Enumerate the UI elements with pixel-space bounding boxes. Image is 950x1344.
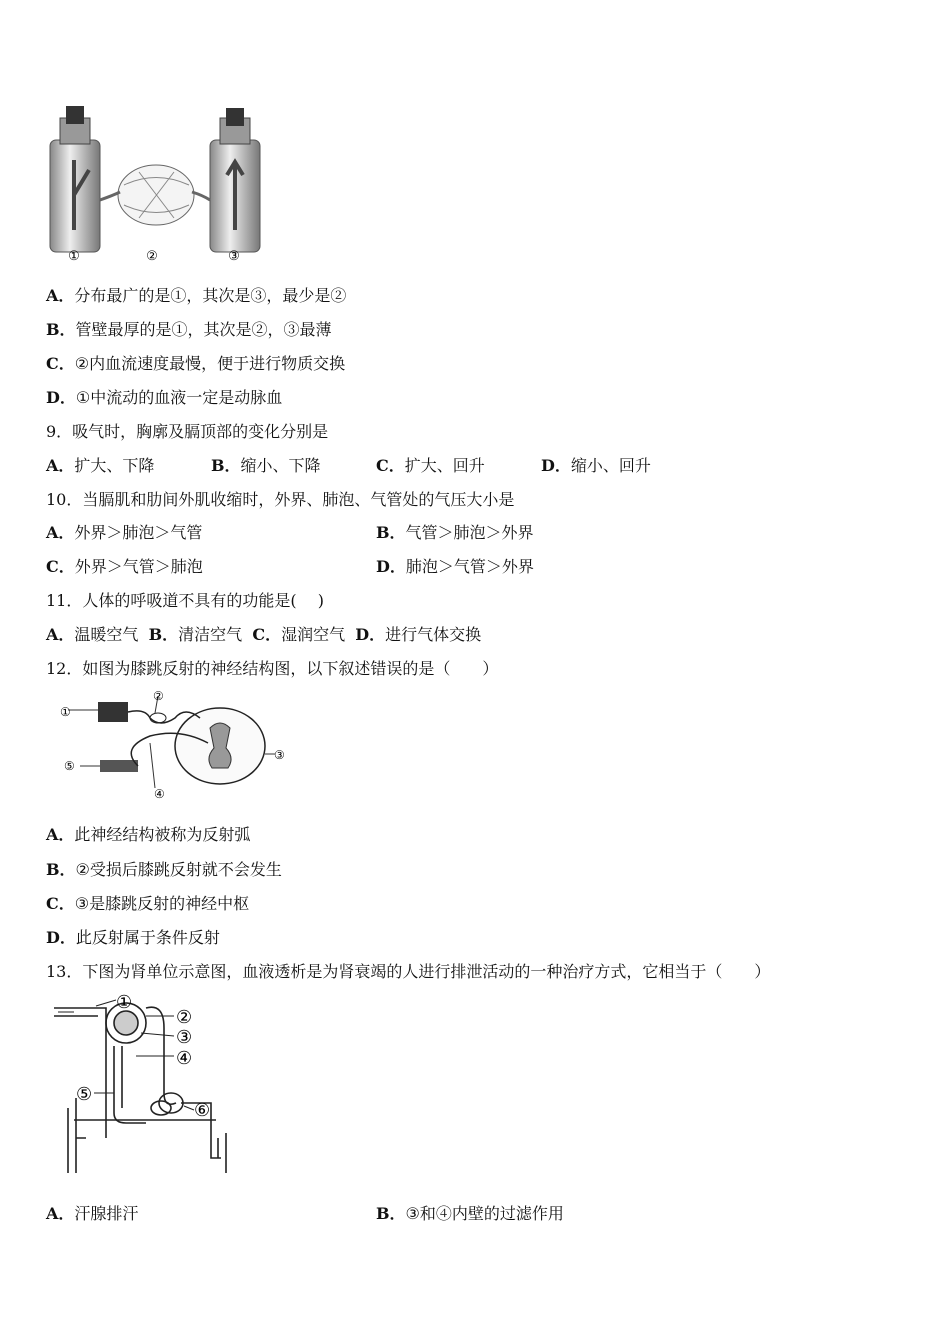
option-letter: B． <box>376 523 406 542</box>
figure-label: ② <box>146 249 158 264</box>
question-10-stem: 10．当膈肌和肋间外肌收缩时，外界、肺泡、气管处的气压大小是 <box>46 490 515 509</box>
option-letter: C． <box>46 894 75 913</box>
option-text: 外界＞肺泡＞气管 <box>74 523 203 542</box>
option-text: 进行气体交换 <box>385 625 482 644</box>
option-text: 此反射属于条件反射 <box>75 928 220 947</box>
option-text: 缩小、下降 <box>240 456 321 475</box>
option-c[interactable] <box>46 354 345 374</box>
nephron-figure <box>46 988 246 1176</box>
figure-label: ④ <box>154 787 165 801</box>
option-text: 气管＞肺泡＞外界 <box>405 523 534 542</box>
q12-option-c[interactable] <box>46 894 249 914</box>
q12-option-a[interactable] <box>46 825 250 845</box>
option-text: 此神经结构被称为反射弧 <box>74 825 251 844</box>
figure-label: ① <box>116 992 133 1013</box>
option-text: ②内血流速度最慢，便于进行物质交换 <box>74 354 346 373</box>
option-text: 扩大、下降 <box>74 456 155 475</box>
q11-option-a[interactable] <box>46 625 138 644</box>
option-text: 肺泡＞气管＞外界 <box>405 557 534 576</box>
figure-label: ⑤ <box>64 759 75 773</box>
option-letter: A． <box>46 1204 75 1223</box>
option-text: ①中流动的血液一定是动脉血 <box>75 388 283 407</box>
option-text: 温暖空气 <box>74 625 139 644</box>
figure-label: ③ <box>176 1027 193 1048</box>
question-13-stem: 13．下图为肾单位示意图，血液透析是为肾衰竭的人进行排泄活动的一种治疗方式，它相当于（ ） <box>46 962 771 981</box>
q11-options <box>46 625 481 645</box>
option-text: ②受损后膝跳反射就不会发生 <box>75 860 282 879</box>
option-letter: B． <box>46 320 76 339</box>
option-text: 管壁最厚的是①，其次是②，③最薄 <box>75 320 332 339</box>
option-text: ③和④内壁的过滤作用 <box>405 1204 564 1223</box>
option-letter: A． <box>46 625 75 644</box>
option-letter: B． <box>211 456 241 475</box>
q10-option-d[interactable] <box>376 557 534 577</box>
question-12-stem: 12．如图为膝跳反射的神经结构图，以下叙述错误的是（ ） <box>46 659 499 678</box>
option-letter: B． <box>46 860 76 879</box>
option-letter: C． <box>376 456 405 475</box>
option-text: 清洁空气 <box>178 625 243 644</box>
option-letter: B． <box>148 625 179 644</box>
option-text: 湿润空气 <box>281 625 346 644</box>
q12-option-d[interactable] <box>46 928 220 948</box>
q12-option-b[interactable] <box>46 860 282 880</box>
q13-option-a[interactable] <box>46 1204 138 1224</box>
figure-label: ② <box>176 1007 193 1028</box>
figure-label: ③ <box>274 748 285 762</box>
figure-label: ④ <box>176 1048 193 1069</box>
q10-option-a[interactable] <box>46 523 202 543</box>
option-b[interactable] <box>46 320 332 340</box>
option-letter: A． <box>46 523 75 542</box>
option-letter: C． <box>46 354 75 373</box>
q9-option-a[interactable] <box>46 456 154 476</box>
option-d[interactable] <box>46 388 282 408</box>
q10-option-c[interactable] <box>46 557 203 577</box>
q9-option-b[interactable] <box>211 456 321 476</box>
q11-option-b[interactable] <box>149 625 243 644</box>
option-text: 缩小、回升 <box>570 456 651 475</box>
option-text: 外界＞气管＞肺泡 <box>74 557 203 576</box>
option-letter: A． <box>46 286 75 305</box>
option-letter: A． <box>46 456 75 475</box>
option-text: ③是膝跳反射的神经中枢 <box>74 894 250 913</box>
option-letter: C． <box>252 625 282 644</box>
option-letter: A． <box>46 825 75 844</box>
question-11-stem: 11．人体的呼吸道不具有的功能是( ) <box>46 591 324 610</box>
figure-label: ② <box>153 689 164 703</box>
question-9-stem: 9．吸气时，胸廓及膈顶部的变化分别是 <box>46 422 329 441</box>
q9-option-c[interactable] <box>376 456 485 476</box>
option-text: 扩大、回升 <box>404 456 485 475</box>
option-letter: D． <box>541 456 571 475</box>
blood-vessel-figure <box>44 100 274 265</box>
q11-option-d[interactable] <box>355 625 481 644</box>
figure-label: ⑤ <box>76 1084 93 1105</box>
figure-label: ① <box>68 249 80 264</box>
reflex-arc-figure <box>50 688 290 803</box>
q10-option-b[interactable] <box>376 523 534 543</box>
figure-label: ⑥ <box>194 1100 211 1121</box>
option-a[interactable] <box>46 286 346 306</box>
figure-label: ③ <box>228 249 240 264</box>
option-letter: D． <box>376 557 406 576</box>
option-letter: D． <box>46 928 76 947</box>
q9-option-d[interactable] <box>541 456 651 476</box>
q13-option-b[interactable] <box>376 1204 564 1224</box>
figure-label: ① <box>60 705 71 719</box>
q11-option-c[interactable] <box>252 625 345 644</box>
option-letter: C． <box>46 557 75 576</box>
option-letter: B． <box>376 1204 406 1223</box>
option-text: 汗腺排汗 <box>74 1204 139 1223</box>
option-letter: D． <box>46 388 76 407</box>
option-letter: D． <box>355 625 386 644</box>
option-text: 分布最广的是①，其次是③，最少是② <box>74 286 347 305</box>
